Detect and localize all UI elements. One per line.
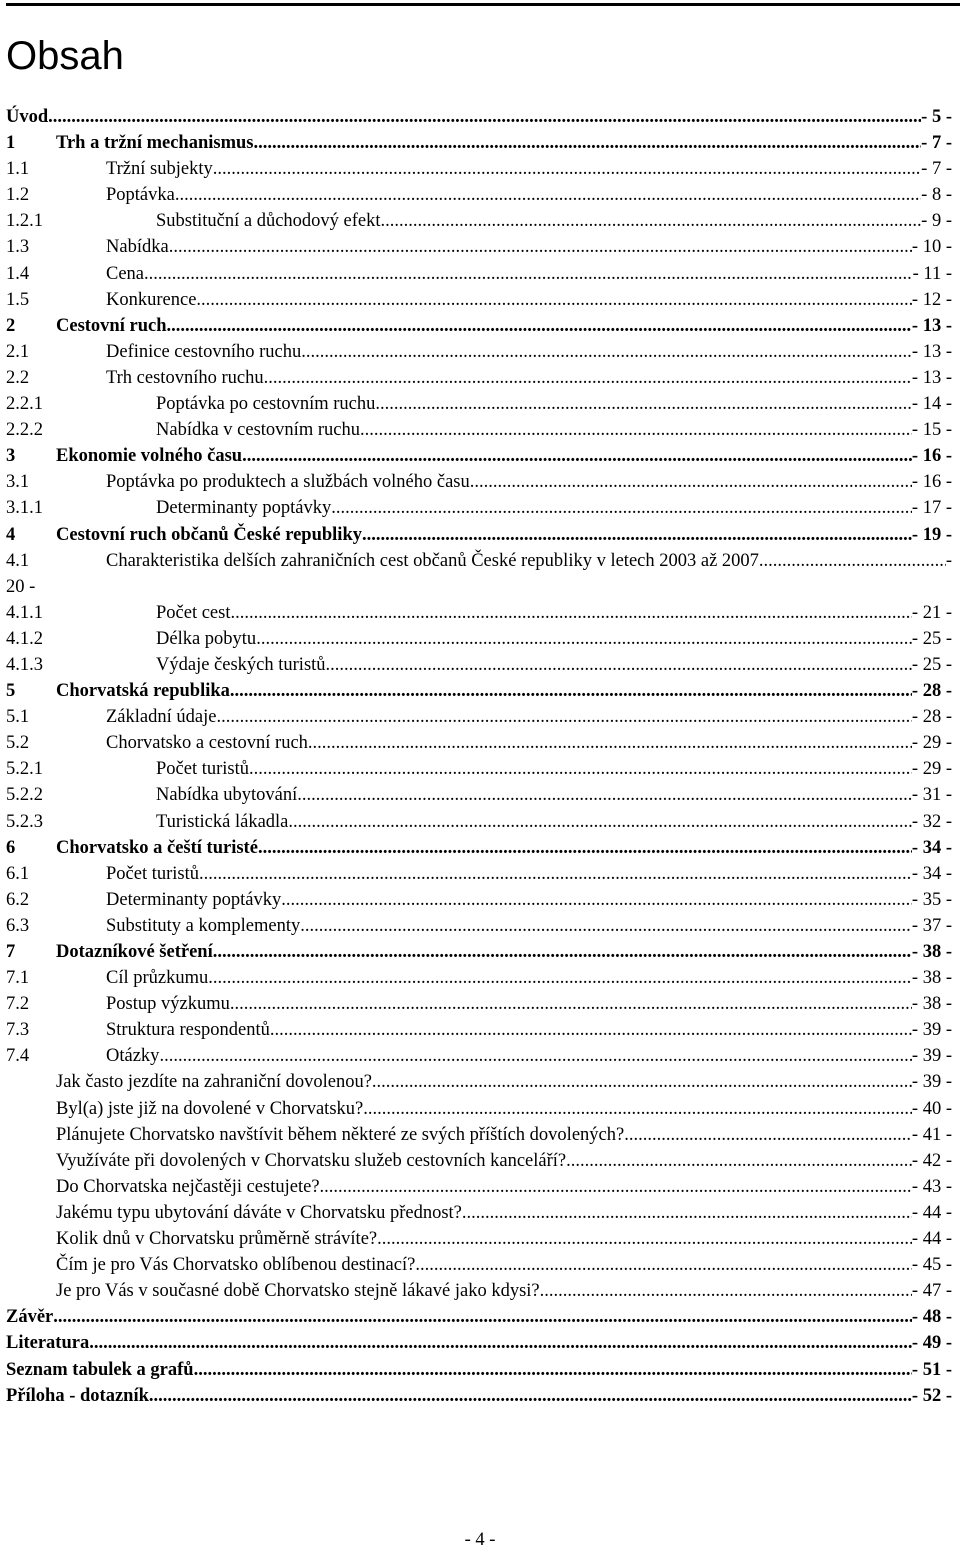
toc-entry[interactable] bbox=[6, 417, 952, 443]
toc-leader-dots bbox=[199, 861, 912, 887]
toc-entry-number: 4.1.3 bbox=[6, 654, 43, 675]
toc-entry-page-continued: 20 - bbox=[6, 576, 36, 597]
toc-leader-dots bbox=[230, 678, 912, 704]
toc-leader-dots bbox=[470, 469, 912, 495]
toc-entry[interactable] bbox=[6, 495, 952, 521]
toc-leader-dots bbox=[288, 809, 912, 835]
toc-entry-number: 7.1 bbox=[6, 968, 30, 989]
toc-entry-number: 5.2.1 bbox=[6, 759, 43, 780]
toc-entry[interactable] bbox=[6, 104, 952, 130]
toc-entry-number: 6.3 bbox=[6, 915, 30, 936]
toc-entry-page: - 16 - bbox=[911, 446, 952, 467]
toc-entry-title: Nabídka v cestovním ruchu bbox=[156, 420, 360, 441]
toc-entry-title: Plánujete Chorvatsko navštívit během některé ze svých příštích dovolených? bbox=[56, 1124, 625, 1145]
toc-leader-dots bbox=[462, 1200, 912, 1226]
toc-entry-number: 5.2.2 bbox=[6, 785, 43, 806]
toc-entry-number: 3.1 bbox=[6, 472, 30, 493]
toc-leader-dots bbox=[281, 887, 912, 913]
toc-entry-title: Chorvatsko a čeští turisté bbox=[56, 837, 258, 858]
toc-leader-dots bbox=[230, 991, 912, 1017]
toc-entry[interactable] bbox=[6, 339, 952, 365]
toc-entry-number: 3.1.1 bbox=[6, 498, 43, 519]
toc-leader-dots bbox=[363, 1096, 912, 1122]
toc-leader-dots bbox=[540, 1278, 912, 1304]
toc-entry-page: - 15 - bbox=[911, 420, 952, 441]
toc-entry-page: - bbox=[945, 550, 952, 571]
toc-leader-dots bbox=[196, 287, 912, 313]
toc-entry[interactable] bbox=[6, 1252, 952, 1278]
toc-leader-dots bbox=[372, 1069, 912, 1095]
toc-entry-title: Ekonomie volného času bbox=[56, 446, 243, 467]
toc-entry-page: - 34 - bbox=[911, 863, 952, 884]
toc-entry-page: - 37 - bbox=[911, 915, 952, 936]
toc-entry-title: Počet turistů bbox=[156, 759, 250, 780]
toc-entry-page: - 35 - bbox=[911, 889, 952, 910]
page-title: Obsah bbox=[6, 34, 124, 78]
toc-leader-dots bbox=[381, 208, 922, 234]
toc-entry-title: Turistická lákadla bbox=[156, 811, 289, 832]
toc-entry-number: 5.2.3 bbox=[6, 811, 43, 832]
top-rule bbox=[6, 3, 960, 6]
toc-entry[interactable] bbox=[6, 1200, 952, 1226]
toc-leader-dots bbox=[377, 1226, 912, 1252]
toc-entry-page: - 16 - bbox=[911, 472, 952, 493]
toc-entry-number: 5.2 bbox=[6, 733, 30, 754]
toc-entry-number: 4.1.2 bbox=[6, 628, 43, 649]
toc-entry-title: Do Chorvatska nejčastěji cestujete? bbox=[56, 1176, 320, 1197]
toc-entry-title: Počet cest bbox=[156, 602, 231, 623]
toc-entry[interactable] bbox=[6, 809, 952, 835]
toc-leader-dots bbox=[258, 835, 912, 861]
toc-entry[interactable] bbox=[6, 626, 952, 652]
toc-entry-page: - 39 - bbox=[911, 1072, 952, 1093]
toc-entry-title: Chorvatská republika bbox=[56, 681, 230, 702]
toc-leader-dots bbox=[144, 261, 913, 287]
toc-leader-dots bbox=[362, 522, 912, 548]
toc-entry-title: Cena bbox=[106, 263, 145, 284]
toc-entry-title: Úvod bbox=[6, 107, 49, 127]
toc-leader-dots bbox=[375, 391, 912, 417]
toc-entry-page: - 32 - bbox=[911, 811, 952, 832]
toc-entry-title: Determinanty poptávky bbox=[106, 889, 282, 910]
toc-entry-number: 6 bbox=[6, 837, 16, 858]
toc-entry-title: Struktura respondentů bbox=[106, 1020, 270, 1041]
toc-entry-number: 1.5 bbox=[6, 289, 30, 310]
toc-entry-title: Nabídka ubytování bbox=[156, 785, 298, 806]
toc-entry[interactable] bbox=[6, 704, 952, 730]
toc-entry-number: 7.4 bbox=[6, 1046, 30, 1067]
toc-entry[interactable] bbox=[6, 443, 952, 469]
toc-entry-page: - 39 - bbox=[911, 1046, 952, 1067]
toc-entry-title: Seznam tabulek a grafů bbox=[6, 1359, 194, 1380]
toc-entry[interactable] bbox=[6, 652, 952, 678]
toc-entry[interactable] bbox=[6, 1174, 952, 1200]
toc-entry-page: - 38 - bbox=[911, 968, 952, 989]
toc-entry-title: Konkurence bbox=[106, 289, 197, 310]
toc-entry-title: Charakteristika delších zahraničních cest občanů České republiky v letech 2003 až 2007 bbox=[106, 550, 759, 571]
toc-leader-dots bbox=[331, 495, 912, 521]
toc-leader-dots bbox=[624, 1122, 912, 1148]
toc-entry[interactable] bbox=[6, 1330, 952, 1356]
toc-entry-number: 2.1 bbox=[6, 341, 30, 362]
toc-entry-number: 2.2 bbox=[6, 367, 30, 388]
toc-entry[interactable] bbox=[6, 913, 952, 939]
toc-entry-number: 1.3 bbox=[6, 237, 30, 258]
toc-entry[interactable] bbox=[6, 1226, 952, 1252]
toc-entry-page: - 13 - bbox=[911, 367, 952, 388]
toc-entry-title: Nabídka bbox=[106, 237, 169, 258]
toc-entry-page: - 7 - bbox=[921, 159, 952, 180]
toc-entry-title: Definice cestovního ruchu bbox=[106, 341, 302, 362]
toc-entry-page: - 44 - bbox=[911, 1202, 952, 1223]
toc-entry-number: 2 bbox=[6, 315, 16, 336]
toc-entry-title: Počet turistů bbox=[106, 863, 200, 884]
toc-entry-page: - 8 - bbox=[921, 185, 952, 206]
toc-entry-page: - 38 - bbox=[911, 994, 952, 1015]
toc-entry[interactable] bbox=[6, 234, 952, 260]
toc-entry[interactable] bbox=[6, 287, 952, 313]
toc-entry-number: 6.1 bbox=[6, 863, 30, 884]
toc-entry[interactable] bbox=[6, 469, 952, 495]
toc-entry[interactable] bbox=[6, 365, 952, 391]
toc-leader-dots bbox=[159, 1043, 911, 1069]
toc-entry-page: - 13 - bbox=[911, 341, 952, 362]
toc-leader-dots bbox=[320, 1174, 912, 1200]
toc-leader-dots bbox=[326, 652, 912, 678]
toc-entry-number: 3 bbox=[6, 446, 16, 467]
toc-entry-page: - 13 - bbox=[911, 315, 952, 336]
toc-entry-page: - 44 - bbox=[911, 1229, 952, 1250]
toc-entry-title: Cestovní ruch bbox=[56, 315, 167, 336]
toc-entry-number: 1 bbox=[6, 133, 16, 154]
toc-leader-dots bbox=[254, 130, 922, 156]
toc-entry-page: - 40 - bbox=[911, 1098, 952, 1119]
toc-leader-dots bbox=[53, 1304, 912, 1330]
toc-entry[interactable] bbox=[6, 861, 952, 887]
toc-entry-page: - 11 - bbox=[912, 263, 952, 284]
page-number: - 4 - bbox=[464, 1530, 496, 1550]
toc-entry-title: Délka pobytu bbox=[156, 628, 257, 649]
toc-leader-dots bbox=[242, 443, 912, 469]
toc-leader-dots bbox=[360, 417, 912, 443]
toc-entry[interactable] bbox=[6, 939, 952, 965]
toc-entry-title: Dotazníkové šetření bbox=[56, 942, 213, 962]
toc-entry-title: Tržní subjekty bbox=[106, 159, 213, 180]
toc-leader-dots bbox=[208, 965, 912, 991]
toc-entry-number: 5.1 bbox=[6, 707, 30, 728]
toc-entry-number: 4.1 bbox=[6, 550, 30, 571]
toc-entry-page: - 19 - bbox=[911, 524, 952, 545]
toc-entry[interactable] bbox=[6, 835, 952, 861]
toc-entry-title: Příloha - dotazník bbox=[6, 1385, 149, 1406]
toc-entry[interactable] bbox=[6, 678, 952, 704]
toc-entry[interactable] bbox=[6, 1148, 952, 1174]
toc-entry-page: - 28 - bbox=[911, 681, 952, 702]
toc-entry-title: Postup výzkumu bbox=[106, 994, 230, 1015]
toc-entry[interactable] bbox=[6, 1096, 952, 1122]
toc-entry-title: Jak často jezdíte na zahraniční dovolenou? bbox=[56, 1072, 372, 1093]
toc-entry[interactable] bbox=[6, 1304, 952, 1330]
toc-leader-dots bbox=[149, 1383, 912, 1409]
toc-entry-page: - 7 - bbox=[921, 133, 952, 154]
toc-entry-title: Využíváte při dovolených v Chorvatsku služeb cestovních kanceláří? bbox=[56, 1150, 567, 1171]
toc-entry[interactable] bbox=[6, 548, 952, 600]
toc-entry-page: - 34 - bbox=[911, 837, 952, 858]
toc-entry-number: 2.2.1 bbox=[6, 394, 43, 415]
toc-entry-number: 6.2 bbox=[6, 889, 30, 910]
toc-entry-title: Literatura bbox=[6, 1333, 90, 1354]
toc-entry[interactable] bbox=[6, 991, 952, 1017]
toc-entry-number: 1.2 bbox=[6, 185, 30, 206]
toc-entry[interactable] bbox=[6, 756, 952, 782]
toc-entry-page: - 29 - bbox=[911, 759, 952, 780]
toc-entry-title: Substituty a komplementy bbox=[106, 915, 301, 936]
toc-entry-number: 1.2.1 bbox=[6, 211, 43, 232]
toc-entry[interactable] bbox=[6, 1017, 952, 1043]
toc-leader-dots bbox=[297, 782, 912, 808]
toc-leader-dots bbox=[249, 756, 912, 782]
toc-entry[interactable] bbox=[6, 208, 952, 234]
toc-entry-page: - 25 - bbox=[911, 654, 952, 675]
toc-entry-page: - 41 - bbox=[911, 1124, 952, 1145]
toc-leader-dots bbox=[216, 704, 911, 730]
toc-leader-dots bbox=[415, 1252, 912, 1278]
toc-entry-page: - 42 - bbox=[911, 1150, 952, 1171]
toc-entry-page: - 14 - bbox=[911, 394, 952, 415]
toc-entry-title: Kolik dnů v Chorvatsku průměrně strávíte? bbox=[56, 1229, 378, 1250]
toc-entry-page: - 49 - bbox=[911, 1333, 952, 1354]
toc-entry[interactable] bbox=[6, 1043, 952, 1069]
toc-entry-title: Základní údaje bbox=[106, 707, 217, 728]
toc-entry-number: 4.1.1 bbox=[6, 602, 43, 623]
toc-entry-number: 1.1 bbox=[6, 159, 30, 180]
toc-entry-title: Determinanty poptávky bbox=[156, 498, 332, 519]
toc-entry[interactable] bbox=[6, 782, 952, 808]
toc-entry-page: - 51 - bbox=[911, 1359, 952, 1380]
toc-leader-dots bbox=[169, 234, 912, 260]
toc-entry-page: - 12 - bbox=[911, 289, 952, 310]
toc-entry-page: - 38 - bbox=[911, 942, 952, 962]
toc-leader-dots bbox=[213, 939, 912, 965]
toc-entry-page: - 31 - bbox=[911, 785, 952, 806]
toc-entry-title: Cíl průzkumu bbox=[106, 968, 209, 989]
toc-leader-dots bbox=[759, 548, 946, 574]
toc-entry-title: Cestovní ruch občanů České republiky bbox=[56, 524, 362, 545]
toc-entry[interactable] bbox=[6, 730, 952, 756]
toc-leader-dots bbox=[264, 365, 912, 391]
toc-entry-title: Čím je pro Vás Chorvatsko oblíbenou destinací? bbox=[56, 1255, 416, 1276]
toc-leader-dots bbox=[48, 104, 921, 130]
toc-entry-page: - 28 - bbox=[911, 707, 952, 728]
toc-entry-title: Trh cestovního ruchu bbox=[106, 367, 264, 388]
toc-entry-title: Jakému typu ubytování dáváte v Chorvatsku přednost? bbox=[56, 1202, 462, 1223]
toc-entry[interactable] bbox=[6, 156, 952, 182]
toc-entry[interactable] bbox=[6, 313, 952, 339]
toc-leader-dots bbox=[213, 156, 921, 182]
toc-entry-page: - 5 - bbox=[921, 107, 952, 127]
toc-entry-number: 4 bbox=[6, 524, 16, 545]
toc-leader-dots bbox=[308, 730, 912, 756]
toc-entry-number: 7.2 bbox=[6, 994, 30, 1015]
toc-leader-dots bbox=[256, 626, 912, 652]
toc-entry-number: 1.4 bbox=[6, 263, 30, 284]
toc-leader-dots bbox=[300, 913, 912, 939]
toc-entry-title: Byl(a) jste již na dovolené v Chorvatsku? bbox=[56, 1098, 364, 1119]
toc-leader-dots bbox=[175, 182, 921, 208]
toc-leader-dots bbox=[167, 313, 912, 339]
toc-entry-page: - 17 - bbox=[911, 498, 952, 519]
toc-entry[interactable] bbox=[6, 1122, 952, 1148]
toc-entry[interactable] bbox=[6, 600, 952, 626]
table-of-contents bbox=[6, 104, 952, 1409]
toc-entry-title: Otázky bbox=[106, 1046, 160, 1067]
toc-leader-dots bbox=[231, 600, 912, 626]
toc-entry[interactable] bbox=[6, 1357, 952, 1383]
toc-entry[interactable] bbox=[6, 261, 952, 287]
toc-entry-number: 2.2.2 bbox=[6, 420, 43, 441]
toc-entry-title: Substituční a důchodový efekt bbox=[156, 211, 381, 232]
toc-entry-title: Poptávka po cestovním ruchu bbox=[156, 394, 376, 415]
toc-leader-dots bbox=[301, 339, 912, 365]
toc-entry-page: - 52 - bbox=[911, 1385, 952, 1406]
toc-entry-title: Trh a tržní mechanismus bbox=[56, 133, 254, 154]
toc-entry-page: - 47 - bbox=[911, 1281, 952, 1302]
toc-entry[interactable] bbox=[6, 130, 952, 156]
toc-entry[interactable] bbox=[6, 887, 952, 913]
toc-entry-title: Je pro Vás v současné době Chorvatsko stejně lákavé jako kdysi? bbox=[56, 1281, 540, 1302]
toc-entry[interactable] bbox=[6, 522, 952, 548]
toc-entry-page: - 43 - bbox=[911, 1176, 952, 1197]
toc-entry-title: Poptávka po produktech a službách volného času bbox=[106, 472, 470, 493]
toc-entry[interactable] bbox=[6, 391, 952, 417]
toc-entry-page: - 48 - bbox=[911, 1307, 952, 1328]
toc-entry[interactable] bbox=[6, 1383, 952, 1409]
toc-entry-number: 7.3 bbox=[6, 1020, 30, 1041]
toc-entry[interactable] bbox=[6, 1069, 952, 1095]
toc-entry-page: - 45 - bbox=[911, 1255, 952, 1276]
toc-leader-dots bbox=[566, 1148, 912, 1174]
toc-leader-dots bbox=[89, 1330, 912, 1356]
toc-entry-title: Závěr bbox=[6, 1307, 54, 1328]
toc-entry-title: Chorvatsko a cestovní ruch bbox=[106, 733, 308, 754]
toc-leader-dots bbox=[194, 1357, 912, 1383]
toc-entry[interactable] bbox=[6, 182, 952, 208]
toc-entry-page: - 21 - bbox=[911, 602, 952, 623]
toc-entry-number: 5 bbox=[6, 681, 16, 702]
toc-entry-title: Poptávka bbox=[106, 185, 175, 206]
toc-entry[interactable] bbox=[6, 965, 952, 991]
toc-entry-page: - 10 - bbox=[911, 237, 952, 258]
toc-entry[interactable] bbox=[6, 1278, 952, 1304]
toc-entry-page: - 29 - bbox=[911, 733, 952, 754]
toc-entry-title: Výdaje českých turistů bbox=[156, 654, 326, 675]
toc-entry-page: - 39 - bbox=[911, 1020, 952, 1041]
toc-leader-dots bbox=[270, 1017, 912, 1043]
toc-entry-page: - 25 - bbox=[911, 628, 952, 649]
toc-entry-number: 7 bbox=[6, 942, 16, 962]
toc-entry-page: - 9 - bbox=[921, 211, 952, 232]
